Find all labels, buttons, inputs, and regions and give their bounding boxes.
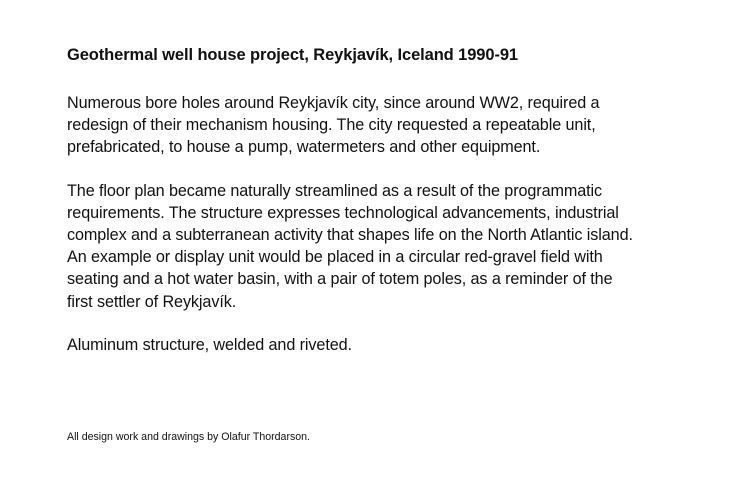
paragraph-line: requirements. The structure expresses technological advancements, industrial xyxy=(67,203,619,222)
paragraph-description xyxy=(67,180,727,313)
paragraph-line: The floor plan became naturally streamlined as a result of the programmatic xyxy=(67,181,603,200)
paragraph-line: Numerous bore holes around Reykjavík city, since around WW2, required a xyxy=(67,94,600,112)
paragraph-line: seating and a hot water basin, with a pair of totem poles, as a reminder of the xyxy=(67,270,613,289)
document-body xyxy=(67,44,727,377)
paragraph-line: complex and a subterranean activity that shapes life on the North Atlantic island. xyxy=(67,226,633,245)
paragraph-line: An example or display unit would be placed in a circular red-gravel field with xyxy=(67,248,603,267)
paragraph-materials xyxy=(67,334,727,356)
paragraph-line: first settler of Reykjavík. xyxy=(67,292,237,311)
paragraph-line: prefabricated, to house a pump, watermeters and other equipment. xyxy=(67,138,541,157)
credit-line: All design work and drawings by Olafur Thordarson. xyxy=(67,431,310,443)
document-title: Geothermal well house project, Reykjavík, Iceland 1990-91 xyxy=(67,46,518,64)
paragraph-line: Aluminum structure, welded and riveted. xyxy=(67,335,352,354)
paragraph-intro xyxy=(67,92,727,159)
paragraph-line: redesign of their mechanism housing. The city requested a repeatable unit, xyxy=(67,116,596,135)
